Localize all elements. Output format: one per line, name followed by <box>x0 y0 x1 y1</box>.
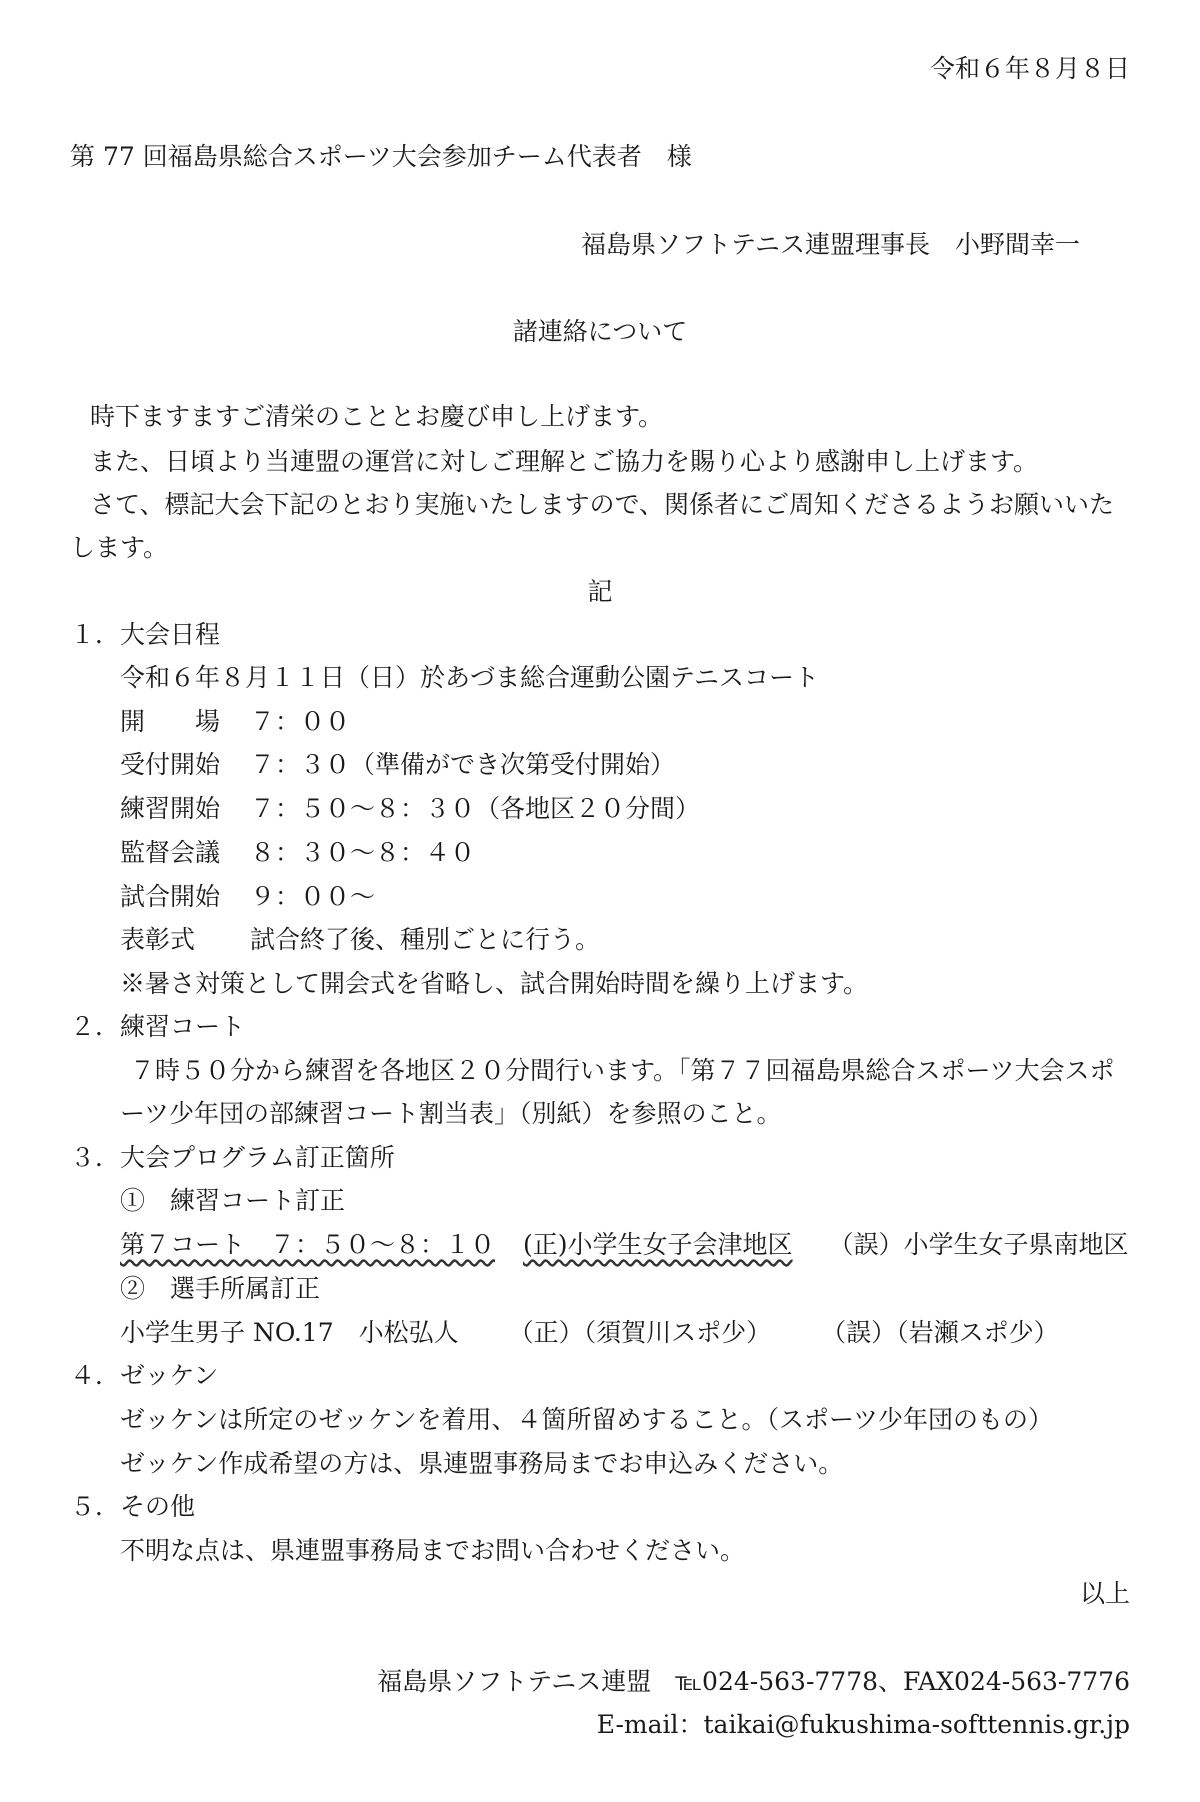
ki-heading: 記 <box>587 577 613 606</box>
schedule-label: 練習開始 <box>120 794 221 823</box>
footer-org: 福島県ソフトテニス連盟 <box>377 1667 652 1696</box>
event-date-venue: 令和６年８月１１日（日）於あづま総合運動公園テニスコート <box>120 663 820 692</box>
schedule-label: 受付開始 <box>120 750 221 779</box>
court-time: 第７コート ７：５０～８：１０ <box>120 1230 496 1259</box>
schedule-value: ７：５０～８：３０（各地区２０分間） <box>250 794 701 823</box>
bib-text-2: ゼッケン作成希望の方は、県連盟事務局までお申込みください。 <box>120 1449 844 1478</box>
bib-text-1: ゼッケンは所定のゼッケンを着用、４箇所留めすること。（スポーツ少年団のもの） <box>120 1405 1054 1434</box>
section-title: 大会日程 <box>120 620 221 649</box>
schedule-row <box>120 792 700 826</box>
court-correction-row <box>120 1228 1129 1262</box>
section-title: 大会プログラム訂正箇所 <box>120 1143 395 1172</box>
addressee: 第 77 回福島県総合スポーツ大会参加チーム代表者 様 <box>70 142 692 171</box>
other-text: 不明な点は、県連盟事務局までお問い合わせください。 <box>120 1536 746 1565</box>
schedule-label: 監督会議 <box>120 838 221 867</box>
section-5-heading <box>70 1490 195 1524</box>
document-date: 令和６年８月８日 <box>929 54 1130 83</box>
schedule-value: ７：３０（準備ができ次第受付開始） <box>250 750 676 779</box>
intro-line-4: します。 <box>70 533 169 562</box>
section-title: その他 <box>120 1492 196 1521</box>
section-number: ２． <box>70 1012 121 1041</box>
intro-line-2: また、日頃より当連盟の運営に対しご理解とご協力を賜り心より感謝申し上げます。 <box>90 447 1039 476</box>
schedule-row <box>120 880 375 914</box>
wrong-entry: （誤）小学生女子県南地区 <box>828 1230 1129 1259</box>
practice-court-text-1: ７時５０分から練習を各地区２０分間行います。「第７７回福島県総合スポーツ大会スポ <box>130 1056 1115 1085</box>
schedule-row <box>120 836 475 870</box>
footer-email[interactable]: E-mail：taikai@fukushima-softtennis.gr.jp <box>596 1710 1130 1739</box>
sender: 福島県ソフトテニス連盟理事長 小野間幸一 <box>580 230 1080 259</box>
schedule-label: 試合開始 <box>120 882 221 911</box>
section-4-heading <box>70 1359 218 1393</box>
correction-item-2-title: ② 選手所属訂正 <box>120 1274 321 1303</box>
document-subject: 諸連絡について <box>512 317 688 346</box>
schedule-note: ※暑さ対策として開会式を省略し、試合開始時間を繰り上げます。 <box>120 969 869 998</box>
schedule-value: ７：００ <box>250 707 351 736</box>
footer-phone-fax: ℡024-563-7778、FAX024-563-7776 <box>675 1667 1130 1696</box>
section-3-heading <box>70 1141 395 1175</box>
player-correction-row <box>120 1316 1059 1350</box>
section-number: ５． <box>70 1492 121 1521</box>
schedule-value: 試合終了後、種別ごとに行う。 <box>250 925 601 954</box>
section-number: ４． <box>70 1361 121 1390</box>
section-1-heading <box>70 618 220 652</box>
intro-line-1: 時下ますますご清栄のこととお慶び申し上げます。 <box>90 402 664 431</box>
correct-entry: (正)小学生女子会津地区 <box>523 1230 793 1259</box>
correction-item-1-title: ① 練習コート訂正 <box>120 1186 346 1215</box>
section-title: 練習コート <box>120 1012 246 1041</box>
schedule-value: ８：３０～８：４０ <box>250 838 476 867</box>
schedule-value: ９：００～ <box>250 882 376 911</box>
player-name: 小学生男子 NO.17 小松弘人 <box>120 1318 459 1347</box>
schedule-label: 開 場 <box>120 707 221 736</box>
section-number: １． <box>70 620 121 649</box>
correct-entry: （正）（須賀川スポ少） <box>508 1318 772 1347</box>
intro-line-3: さて、標記大会下記のとおり実施いたしますので、関係者にご周知くださるようお願いいた <box>90 490 1115 519</box>
section-number: ３． <box>70 1143 121 1172</box>
schedule-row <box>120 923 600 957</box>
closing-mark: 以上 <box>1079 1579 1130 1608</box>
practice-court-text-2: ーツ少年団の部練習コート割当表」（別紙）を参照のこと。 <box>120 1099 782 1128</box>
schedule-row <box>120 748 675 782</box>
wrong-entry: （誤）（岩瀬スポ少） <box>821 1318 1059 1347</box>
schedule-label: 表彰式 <box>120 925 196 954</box>
section-title: ゼッケン <box>120 1361 219 1390</box>
schedule-row <box>120 705 350 739</box>
section-2-heading <box>70 1010 245 1044</box>
footer-contact-line <box>377 1665 1130 1699</box>
